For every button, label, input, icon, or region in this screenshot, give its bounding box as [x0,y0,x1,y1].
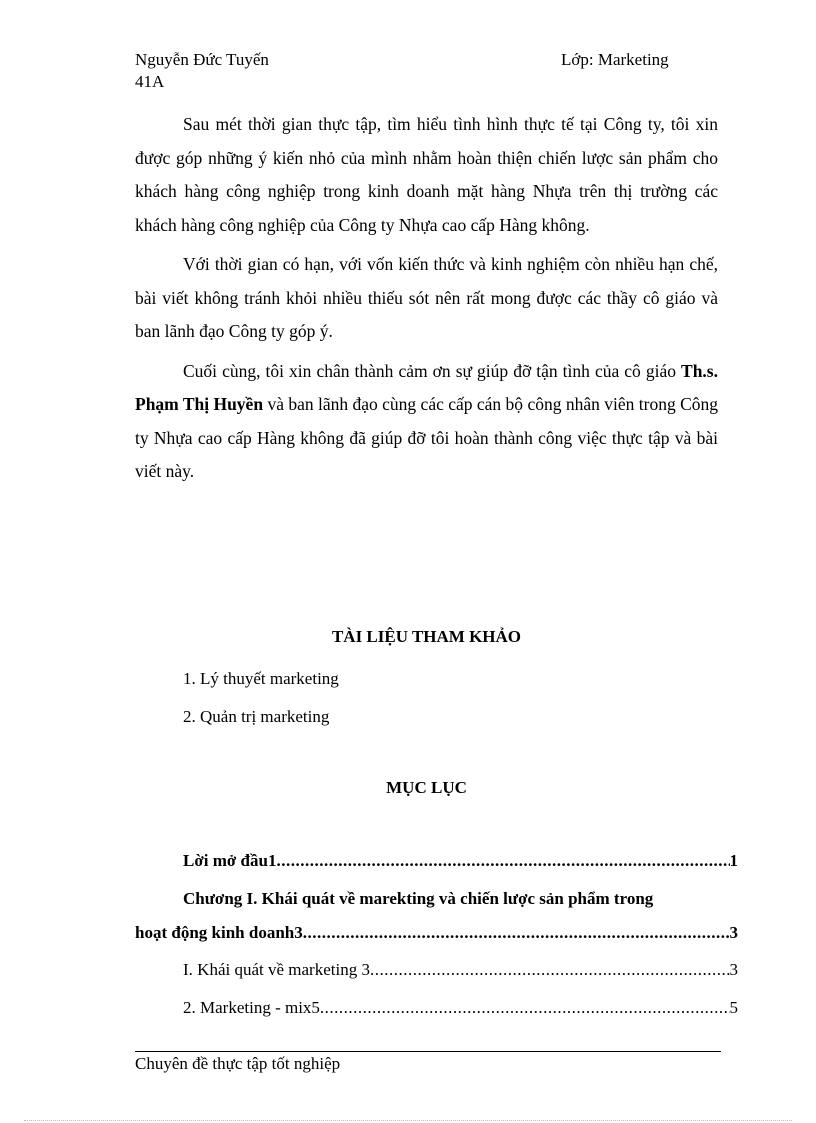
reference-item: 2. Quản trị marketing [183,707,330,726]
page-header-left [135,49,269,93]
reference-item: 1. Lý thuyết marketing [183,669,339,688]
paragraph-3-start: Cuối cùng, tôi xin chân thành cảm ơn sự giúp đỡ tận tình của cô giáo [183,360,682,381]
toc-entry-label: I. Khái quát về marketing 3 [183,960,370,979]
toc-entry-page: 5 [729,998,738,1017]
author-name: Nguyễn Đức Tuyến [135,50,269,69]
toc-leader-dots [303,923,730,943]
paragraph-3-end: và ban lãnh đạo cùng các cấp cán bộ công nhân viên trong Công ty Nhựa cao cấp Hàng không đã giúp đỡ tôi hoàn thành công việc thực tập và bài viết này. [135,394,718,481]
paragraph-2: Với thời gian có hạn, với vốn kiến thức và kinh nghiệm còn nhiều hạn chế, bài viết không tránh khỏi nhiều thiếu sót nên rất mong được các thầy cô giáo và ban lãnh đạo Công ty góp ý. [135,254,718,341]
toc-entry-page: 3 [729,960,738,979]
footer-divider [135,1051,721,1052]
toc-entry-introduction [183,851,738,875]
toc-leader-dots [276,851,729,871]
paragraph-3 [135,355,718,489]
toc-entry-chapter-1 [135,923,738,947]
class-label: Lớp: Marketing [561,50,669,69]
toc-entry-label: Lời mở đầu1 [183,851,277,870]
toc-entry-label: 2. Marketing - mix5 [183,998,320,1017]
footer-text: Chuyên đề thực tập tốt nghiệp [135,1054,341,1073]
page-bottom-edge [24,1120,792,1121]
toc-entry-label: hoạt động kinh doanh3 [135,923,303,942]
references-title: TÀI LIỆU THAM KHẢO [331,627,522,646]
toc-title: MỤC LỤC [386,778,467,797]
supervisor-name: Th.s. Phạm Thị Huyền [135,360,718,414]
toc-leader-dots [370,960,730,980]
class-code: 41A [135,72,165,91]
conclusion-text [135,108,718,495]
toc-entry-section-1 [183,960,738,984]
toc-entry-chapter-1-title: Chương I. Khái quát về marekting và chiến lược sản phẩm trong [183,889,654,908]
toc-entry-page: 3 [729,923,738,942]
toc-entry-page: 1 [729,851,738,870]
toc-leader-dots [320,998,730,1018]
paragraph-1: Sau mét thời gian thực tập, tìm hiểu tình hình thực tế tại Công ty, tôi xin được góp những ý kiến nhỏ của mình nhằm hoàn thiện chiến lược sản phẩm cho khách hàng công nghiệp trong kinh doanh mặt hàng Nhựa trên thị trường các khách hàng công nghiệp của Công ty Nhựa cao cấp Hàng không. [135,114,718,235]
toc-entry-section-2 [183,998,738,1022]
